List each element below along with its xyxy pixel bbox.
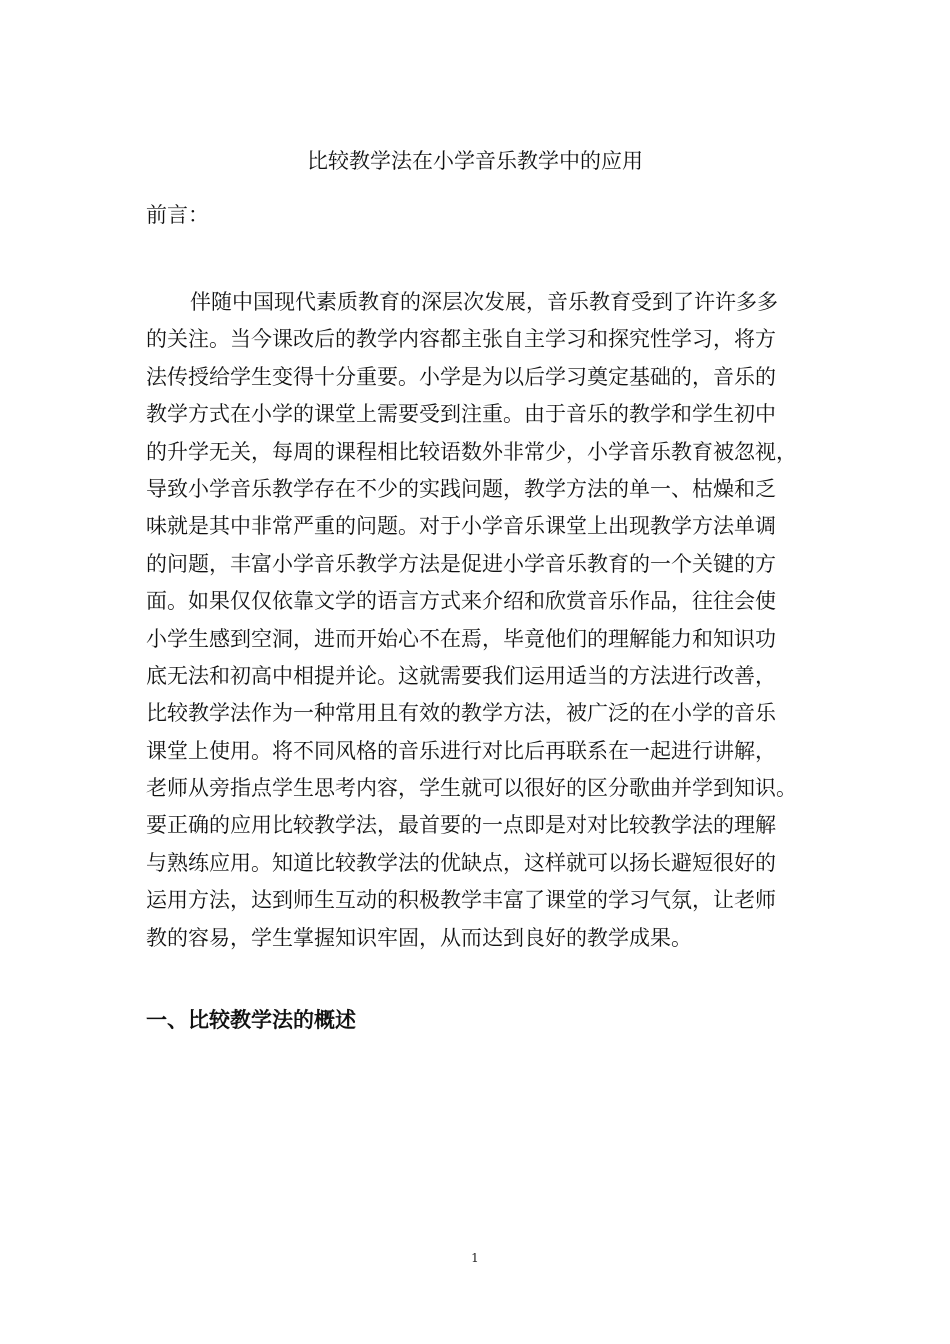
body-line: 与熟练应用。知道比较教学法的优缺点，这样就可以扬长避短很好的 (146, 850, 776, 875)
body-line: 教学方式在小学的课堂上需要受到注重。由于音乐的教学和学生初中 (146, 402, 776, 427)
section-heading: 一、比较教学法的概述 (146, 1008, 356, 1032)
page-number: 1 (471, 1251, 479, 1265)
body-line: 比较教学法作为一种常用且有效的教学方法，被广泛的在小学的音乐 (146, 701, 776, 726)
body-line: 伴随中国现代素质教育的深层次发展，音乐教育受到了许许多多 (190, 290, 778, 314)
body-line: 课堂上使用。将不同风格的音乐进行对比后再联系在一起进行讲解， (146, 738, 776, 763)
body-line: 小学生感到空洞，进而开始心不在焉，毕竟他们的理解能力和知识功 (146, 626, 776, 651)
body-line: 老师从旁指点学生思考内容，学生就可以很好的区分歌曲并学到知识。 (146, 776, 797, 801)
body-line: 的升学无关，每周的课程相比较语数外非常少，小学音乐教育被忽视， (146, 439, 797, 464)
body-line: 的问题，丰富小学音乐教学方法是促进小学音乐教育的一个关键的方 (146, 551, 776, 576)
document-title: 比较教学法在小学音乐教学中的应用 (307, 149, 643, 173)
body-line: 导致小学音乐教学存在不少的实践问题，教学方法的单一、枯燥和乏 (146, 476, 776, 501)
preface-body (146, 284, 816, 957)
body-line: 面。如果仅仅依靠文学的语言方式来介绍和欣赏音乐作品，往往会使 (146, 589, 776, 614)
preface-label: 前言： (146, 203, 209, 227)
body-line: 运用方法，达到师生互动的积极教学丰富了课堂的学习气氛，让老师 (146, 888, 776, 913)
body-line: 味就是其中非常严重的问题。对于小学音乐课堂上出现教学方法单调 (146, 514, 776, 539)
body-line: 法传授给学生变得十分重要。小学是为以后学习奠定基础的，音乐的 (146, 364, 776, 389)
body-line: 教的容易，学生掌握知识牢固，从而达到良好的教学成果。 (146, 925, 692, 950)
body-line: 要正确的应用比较教学法，最首要的一点即是对对比较教学法的理解 (146, 813, 776, 838)
body-line: 的关注。当今课改后的教学内容都主张自主学习和探究性学习，将方 (146, 327, 776, 352)
body-line: 底无法和初高中相提并论。这就需要我们运用适当的方法进行改善， (146, 663, 776, 688)
